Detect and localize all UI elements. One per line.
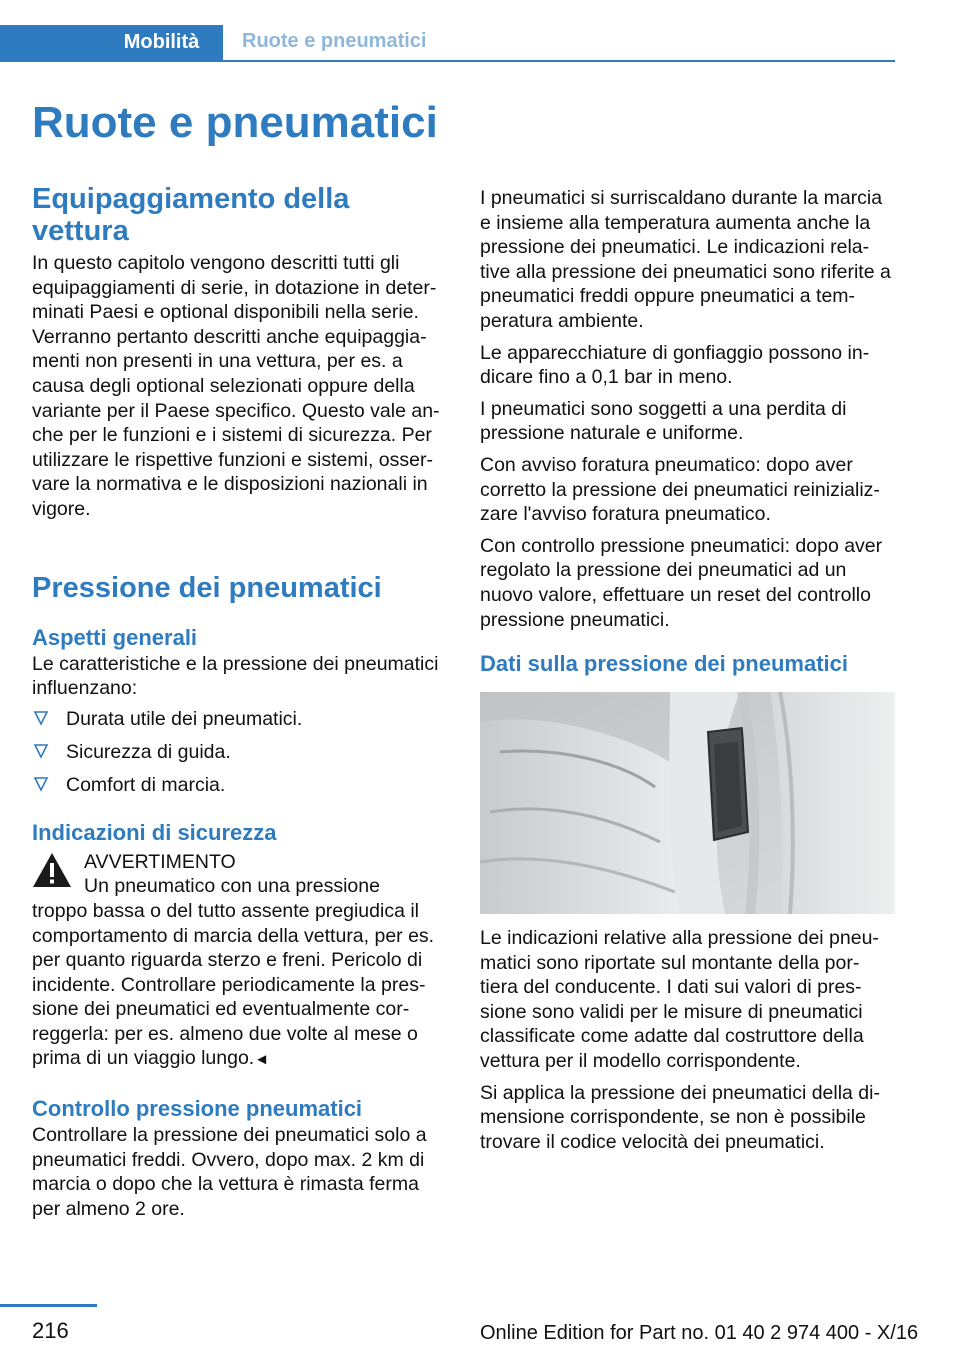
paragraph-pressure-monitor: Con controllo pressione pneumatici: dopo aver regolato la pressione dei pneumatici ad un nuovo valore, effettuare un reset del controllo pressione pneumatici.: [480, 534, 883, 631]
triangle-bullet-icon: [32, 709, 50, 727]
right-column: [480, 186, 895, 1161]
list-item: Durata utile dei pneumatici.: [32, 707, 452, 731]
heading-pressure-data: Dati sulla pressione dei pneumatici: [480, 651, 848, 677]
paragraph-puncture-warning: Con avviso foratura pneumatico: dopo aver corretto la pressione dei pneumatici reinizializ-zare l'avviso foratura pneumatico.: [480, 453, 880, 526]
paragraph-inflator: Le apparecchiature di gonfiaggio possono in-dicare fino a 0,1 bar in meno.: [480, 341, 870, 389]
page-number: 216: [32, 1318, 69, 1343]
paragraph-speed-code: Si applica la pressione dei pneumatici della di-mensione corrispondente, se non è possibile trovare il codice velocità dei pneumatici.: [480, 1081, 880, 1153]
heading-check: Controllo pressione pneumatici: [32, 1096, 363, 1122]
door-pillar-illustration: [480, 692, 895, 914]
paragraph-location: Le indicazioni relative alla pressione dei pneu-matici sono riportate sul montante della por-tiera del conducente. I dati sui valori di pres-sione sono validi per le misure di pneumatici classificate come adatte dal costruttore della vettura per il modello corrispondente.: [480, 927, 879, 1073]
left-column: [32, 183, 452, 1221]
influence-list: [32, 707, 452, 797]
page-header: [0, 0, 960, 62]
section-tab: Mobilità: [0, 25, 223, 62]
list-item: Sicurezza di guida.: [32, 740, 452, 764]
heading-equipment: Equipaggiamento della vettura: [32, 183, 350, 247]
edition-note: Online Edition for Part no. 01 40 2 974 400 - X/16: [480, 1322, 919, 1344]
heading-general: Aspetti generali: [32, 624, 198, 650]
paragraph-check: Controllare la pressione dei pneumatici solo a pneumatici freddi. Ovvero, dopo max. 2 km di marcia o dopo che la vettura è rimasta ferma per almeno 2 ore.: [32, 1124, 427, 1220]
triangle-bullet-icon: [32, 775, 50, 793]
heading-safety: Indicazioni di sicurezza: [32, 819, 277, 845]
paragraph-loss: I pneumatici sono soggetti a una perdita di pressione naturale e uniforme.: [480, 397, 847, 445]
footer-rule: [0, 1304, 97, 1307]
header-rule: [223, 60, 895, 62]
paragraph-heat: I pneumatici si surriscaldano durante la marcia e insieme alla temperatura aumenta anche la pressione dei pneumatici. Le indicazioni rela-tive alla pressione dei pneumatici sono riferite a pneumatici freddi oppure pneumatici a tem-peratura ambiente.: [480, 187, 891, 332]
warning-text: troppo bassa o del tutto assente pregiudica il comportamento di marcia della vettura, per es. per quanto riguarda sterzo e freni. Pericolo di incidente. Controllare periodicamente la pres-sione dei pneumatici ed eventualmente cor-reggerla: per es. almeno due volte al mese o prima di un viaggio lungo.◄: [32, 899, 435, 1070]
paragraph-general: Le caratteristiche e la pressione dei pneumatici influenzano:: [32, 652, 439, 700]
paragraph-equipment: In questo capitolo vengono descritti tutti gli equipaggiamenti di serie, in dotazione in deter-minati Paesi e optional disponibili nella serie. Verranno pertanto descritti anche equipaggia-menti non presenti in una vettura, per es. a causa degli optional selezionati oppure della variante per il Paese specifico. Questo vale an-che per le funzioni e i sistemi di sicurezza. Per utilizzare le rispettive funzioni e sistemi, osser-vare la normativa e le disposizioni nazionali in vigore.: [32, 252, 440, 520]
page-title: Ruote e pneumatici: [32, 98, 438, 147]
warning-label: AVVERTIMENTO: [84, 850, 236, 873]
list-item: Comfort di marcia.: [32, 773, 452, 797]
door-pillar-image: [480, 692, 895, 914]
end-mark-icon: ◄: [254, 1051, 270, 1069]
heading-pressure: Pressione dei pneumatici: [32, 571, 382, 604]
warning-block: [32, 850, 452, 1073]
warning-first-line: Un pneumatico con una pressione: [84, 875, 380, 898]
warning-icon: [32, 852, 72, 888]
triangle-bullet-icon: [32, 742, 50, 760]
topic-tab: Ruote e pneumatici: [242, 30, 427, 52]
